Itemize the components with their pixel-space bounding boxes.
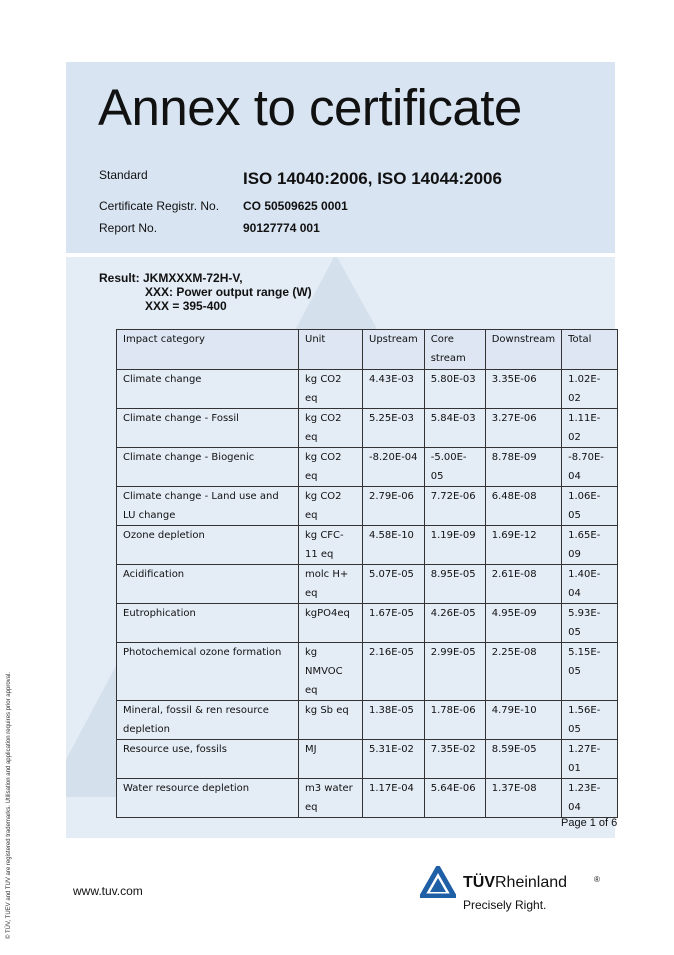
table-cell: 1.06E-05 — [562, 487, 618, 526]
table-cell: Climate change - Fossil — [117, 409, 299, 448]
table-cell: Mineral, fossil & ren resource depletion — [117, 701, 299, 740]
table-cell: 1.37E-08 — [485, 779, 561, 818]
table-row — [117, 565, 618, 604]
table-cell: kg NMVOC eq — [299, 643, 363, 701]
table-cell: -8.20E-04 — [363, 448, 425, 487]
table-cell: 8.78E-09 — [485, 448, 561, 487]
table-cell: 4.79E-10 — [485, 701, 561, 740]
table-cell: 1.19E-09 — [424, 526, 485, 565]
table-cell: 1.67E-05 — [363, 604, 425, 643]
table-cell: 5.64E-06 — [424, 779, 485, 818]
registered-mark: ® — [594, 875, 600, 884]
table-row — [117, 643, 618, 701]
table-cell: kg CO2 eq — [299, 448, 363, 487]
table-cell: 1.38E-05 — [363, 701, 425, 740]
table-header-cell: Total — [562, 330, 618, 370]
tuv-triangle-icon — [420, 866, 456, 898]
table-cell: MJ — [299, 740, 363, 779]
table-cell: Climate change - Biogenic — [117, 448, 299, 487]
table-cell: 1.17E-04 — [363, 779, 425, 818]
logo-brand — [463, 874, 567, 892]
table-cell: 7.72E-06 — [424, 487, 485, 526]
table-cell: 1.65E-09 — [562, 526, 618, 565]
result-block — [99, 271, 312, 313]
page-number: Page 1 of 6 — [561, 817, 618, 829]
table-cell: Photochemical ozone formation — [117, 643, 299, 701]
table-cell: kgPO4eq — [299, 604, 363, 643]
result-line-1: Result: JKMXXXM-72H-V, — [99, 271, 243, 285]
certificate-label: Certificate Registr. No. — [99, 199, 220, 213]
table-row — [117, 487, 618, 526]
table-cell: 2.99E-05 — [424, 643, 485, 701]
table-row — [117, 370, 618, 409]
table-row — [117, 740, 618, 779]
table-cell: 5.84E-03 — [424, 409, 485, 448]
logo-brand-light: Rheinland — [495, 874, 568, 891]
table-cell: 1.69E-12 — [485, 526, 561, 565]
table-cell: 1.78E-06 — [424, 701, 485, 740]
table-cell: 3.27E-06 — [485, 409, 561, 448]
report-label: Report No. — [99, 221, 158, 235]
table-cell: kg CO2 eq — [299, 409, 363, 448]
table-cell: Resource use, fossils — [117, 740, 299, 779]
table-cell: kg CO2 eq — [299, 487, 363, 526]
table-cell: 1.23E-04 — [562, 779, 618, 818]
table-cell: 4.95E-09 — [485, 604, 561, 643]
table-cell: 3.35E-06 — [485, 370, 561, 409]
standard-value: ISO 14040:2006, ISO 14044:2006 — [243, 169, 502, 188]
table-cell: Eutrophication — [117, 604, 299, 643]
table-header-cell: Unit — [299, 330, 363, 370]
table-cell: Acidification — [117, 565, 299, 604]
table-cell: kg CFC-11 eq — [299, 526, 363, 565]
table-cell: 4.58E-10 — [363, 526, 425, 565]
table-cell: kg Sb eq — [299, 701, 363, 740]
table-cell: 5.07E-05 — [363, 565, 425, 604]
footer-url-link[interactable]: www.tuv.com — [73, 884, 143, 898]
table-cell: 8.95E-05 — [424, 565, 485, 604]
trademark-note-text: © TÜV, TUEV and TUV are registered trademarks. Utilisation and application requires prior approval. — [6, 672, 12, 939]
table-cell: 6.48E-08 — [485, 487, 561, 526]
table-cell: 5.25E-03 — [363, 409, 425, 448]
table-cell: Climate change - Land use and LU change — [117, 487, 299, 526]
table-cell: 2.61E-08 — [485, 565, 561, 604]
table-cell: 1.40E-04 — [562, 565, 618, 604]
table-row — [117, 448, 618, 487]
logo-tagline: Precisely Right. — [463, 898, 547, 912]
table-cell: 2.79E-06 — [363, 487, 425, 526]
trademark-note — [6, 640, 14, 945]
table-header-cell: Upstream — [363, 330, 425, 370]
table-cell: 2.25E-08 — [485, 643, 561, 701]
table-row — [117, 779, 618, 818]
report-value: 90127774 001 — [243, 221, 320, 235]
table-cell: m3 water eq — [299, 779, 363, 818]
table-cell: Water resource depletion — [117, 779, 299, 818]
result-line-3: XXX = 395-400 — [145, 299, 227, 313]
table-cell: 1.02E-02 — [562, 370, 618, 409]
table-row — [117, 409, 618, 448]
table-cell: 8.59E-05 — [485, 740, 561, 779]
page-title: Annex to certificate — [98, 79, 522, 136]
table-cell: 5.93E-05 — [562, 604, 618, 643]
certificate-value: CO 50509625 0001 — [243, 199, 348, 213]
table-cell: 5.15E-05 — [562, 643, 618, 701]
table-cell: 7.35E-02 — [424, 740, 485, 779]
impact-table — [116, 329, 618, 818]
table-cell: 4.43E-03 — [363, 370, 425, 409]
table-cell: 1.27E-01 — [562, 740, 618, 779]
tuv-logo — [420, 866, 620, 916]
table-cell: 5.31E-02 — [363, 740, 425, 779]
table-cell: -8.70E-04 — [562, 448, 618, 487]
table-row — [117, 526, 618, 565]
table-cell: Ozone depletion — [117, 526, 299, 565]
table-cell: -5.00E-05 — [424, 448, 485, 487]
table-cell: kg CO2 eq — [299, 370, 363, 409]
table-header-row — [117, 330, 618, 370]
logo-brand-bold: TÜV — [463, 874, 495, 891]
table-row — [117, 701, 618, 740]
table-header-cell: Impact category — [117, 330, 299, 370]
table-cell: 2.16E-05 — [363, 643, 425, 701]
table-cell: 5.80E-03 — [424, 370, 485, 409]
table-cell: 1.56E-05 — [562, 701, 618, 740]
table-cell: 4.26E-05 — [424, 604, 485, 643]
table-header-cell: Core stream — [424, 330, 485, 370]
standard-label: Standard — [99, 168, 148, 182]
result-line-2: XXX: Power output range (W) — [145, 285, 312, 299]
table-cell: 1.11E-02 — [562, 409, 618, 448]
table-header-cell: Downstream — [485, 330, 561, 370]
table-cell: Climate change — [117, 370, 299, 409]
table-row — [117, 604, 618, 643]
table-cell: molc H+ eq — [299, 565, 363, 604]
